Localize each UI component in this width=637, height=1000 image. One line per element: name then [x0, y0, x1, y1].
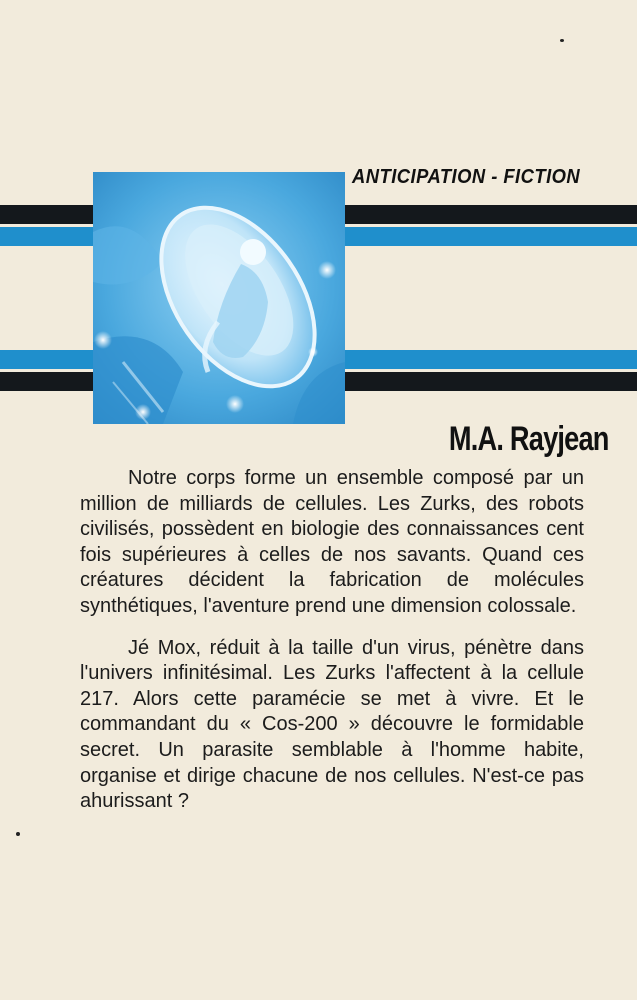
- blurb-text: [80, 466, 584, 831]
- print-speck: [560, 39, 564, 42]
- author-name: M.A. Rayjean: [449, 420, 609, 458]
- blurb-paragraph-1: Notre corps forme un ensemble composé par un million de milliards de cellules. Les Zurks, des robots civilisés, possèdent en biologie des connaissances cent fois supérieures à celles de nos savants. Quand ces créatures décident la fabrication de molécules synthétiques, l'aventure prend une dimension colossale.: [80, 467, 584, 617]
- cover-illustration: [93, 172, 345, 424]
- blurb-paragraph-2: Jé Mox, réduit à la taille d'un virus, pénètre dans l'univers infinitésimal. Les Zurks l'affectent à la cellule 217. Alors cette paramécie se met à vivre. Et le commandant du « Cos-200 » découvre le formidable secret. Un parasite semblable à l'homme habite, organise et dirige chacune de nos cellules. N'est-ce pas ahurissant ?: [80, 636, 584, 813]
- print-speck: [16, 832, 20, 836]
- series-label: ANTICIPATION - FICTION: [352, 166, 581, 188]
